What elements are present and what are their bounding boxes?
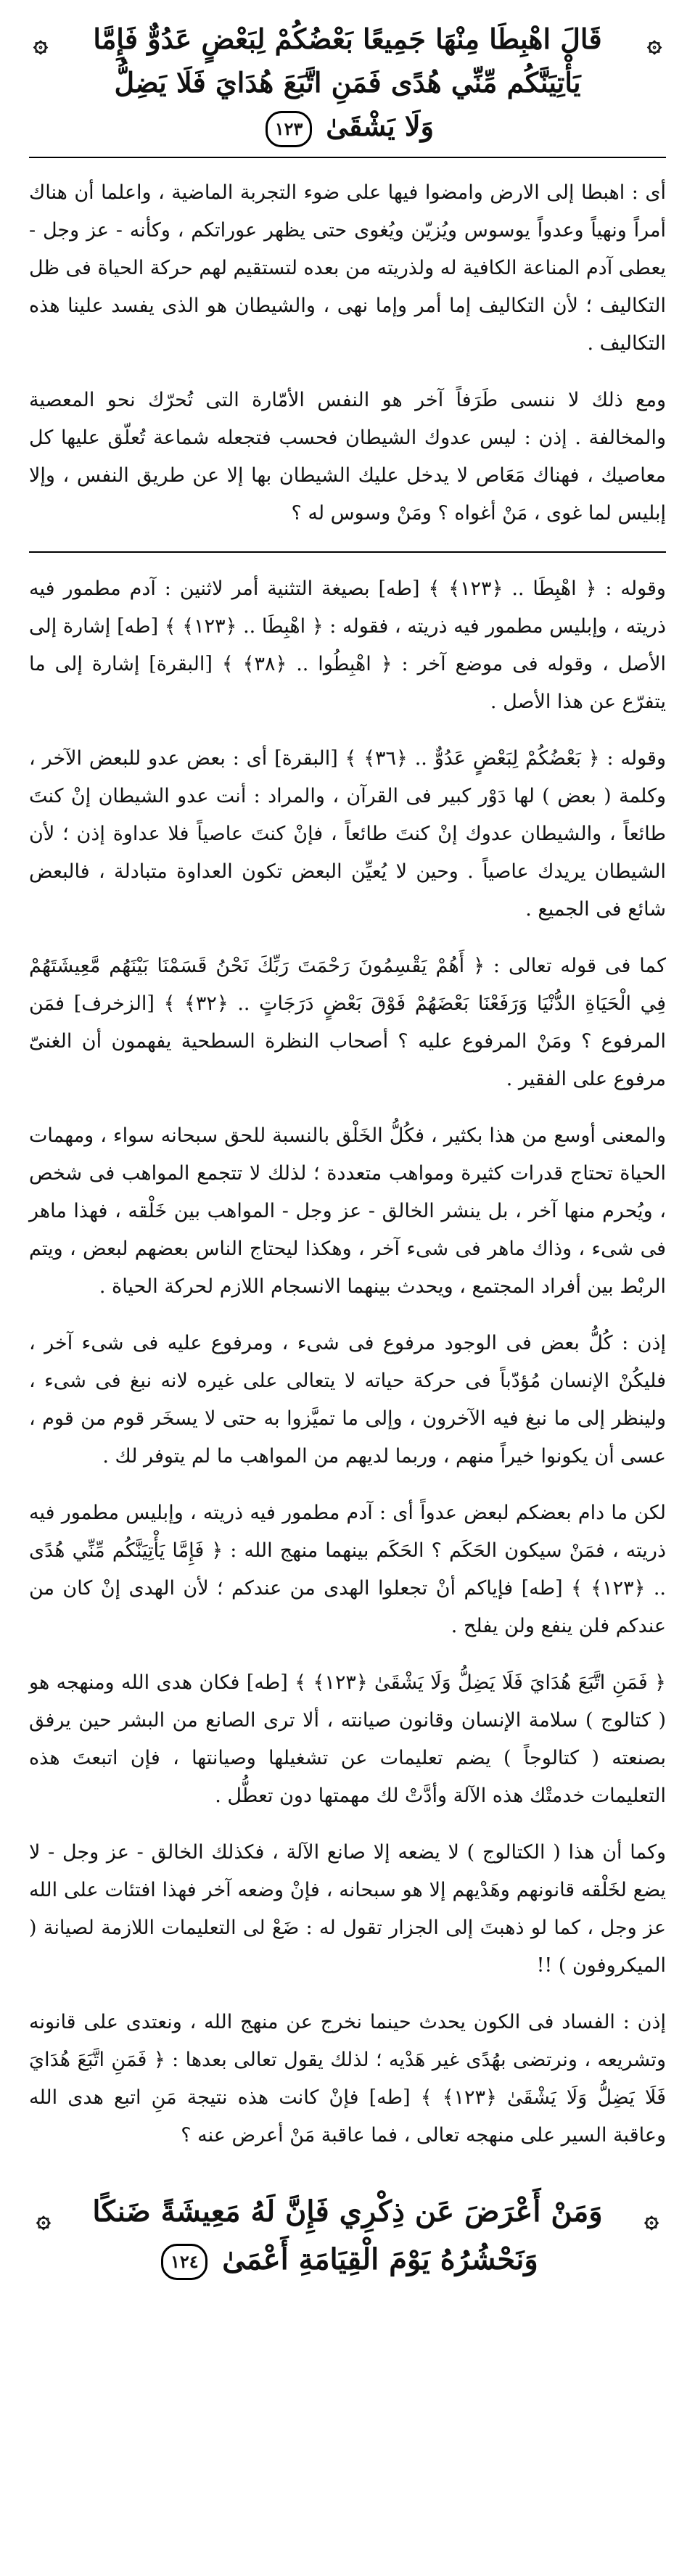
- section-divider: [29, 551, 666, 553]
- paragraph-8: لكن ما دام بعضكم لبعض عدواً أى : آدم مطمور فيه ذريته ، وإبليس مطمور فيه ذريته ، فمَنْ سيكون الحَكَم ؟ الحَكَم بينهما منهج الله : ﴿ فَإِمَّا يَأْتِيَنَّكُم مِّنِّي هُدًى .. ﴿١٢٣﴾ ﴾ [طه] فإياكم أنْ تجعلوا الهدى من عندكم ؛ لأن الهدى إنْ كان من عندكم فلن ينفع ولن يفلح .: [29, 1502, 666, 1637]
- bottom-verse-line-2-text: وَنَحْشُرُهُ يَوْمَ الْقِيَامَةِ أَعْمَىٰ: [222, 2242, 538, 2276]
- paragraph-6: والمعنى أوسع من هذا بكثير ، فكُلُّ الخَلْق بالنسبة للحق سبحانه سواء ، ومهمات الحياة تحتاج قدرات كثيرة ومواهب متعددة ؛ لذلك لا تتجمع المواهب فى شخص ، ويُحرم منها آخر ، بل ينشر الخالق - عز وجل - المواهب بين خَلْقه ، فهذا ماهر فى شىء ، وذاك ماهر فى شىء آخر ، وهكذا ليحتاج الناس بعضهم لبعض ، ويتم الربْط بين أفراد المجتمع ، ويحدث بينهما الانسجام اللازم لحركة الحياة .: [29, 1124, 666, 1298]
- paragraph-9: ﴿ فَمَنِ اتَّبَعَ هُدَايَ فَلَا يَضِلُّ وَلَا يَشْقَىٰ ﴿١٢٣﴾ ﴾ [طه] فكان هدى الله ومنهجه هو ( كتالوج ) سلامة الإنسان وقانون صيانته ، ألا ترى الصانع من البشر حين يرفق بصنعته ( كتالوجاً ) يضم تعليمات عن تشغيلها وصيانتها ، فإن اتبعتَ هذه التعليمات خدمتْك هذه الآلة وأدَّتْ لك مهمتها دون تعطُّل .: [29, 1671, 667, 1807]
- paragraph-10: وكما أن هذا ( الكتالوج ) لا يضعه إلا صانع الآلة ، فكذلك الخالق - عز وجل - لا يضع لخَلْقه قانونهم وهَدْيهم إلا هو سبحانه ، فإنْ وضعه آخر فهذا افتئات على الله عز وجل ، كما لو ذهبتَ إلى الجزار تقول له : ضَعْ لى التعليمات اللازمة لصيانة ( الميكروفون ) !!: [29, 1841, 666, 1977]
- bottom-verse-banner: [29, 2173, 666, 2291]
- paragraph-11: إذن : الفساد فى الكون يحدث حينما نخرج عن منهج الله ، ونعتدى على قانونه وتشريعه ، ونرتضى بهُدًى غير هَدْيه ؛ لذلك يقول تعالى بعدها : ﴿ فَمَنِ اتَّبَعَ هُدَايَ فَلَا يَضِلُّ وَلَا يَشْقَىٰ ﴿١٢٣﴾ ﴾ [طه] فإنْ كانت هذه نتيجة مَنِ اتبع هدى الله وعاقبة السير على منهجه تعالى ، فما عاقبة مَنْ أعرض عنه ؟: [29, 2011, 666, 2147]
- top-verse-ayah-number: ١٢٣: [266, 111, 312, 147]
- top-verse-banner: [29, 10, 666, 158]
- ornament-right-icon: ۞: [644, 2205, 659, 2234]
- bottom-verse-line-1: وَمَنْ أَعْرَضَ عَن ذِكْرِي فَإِنَّ لَهُ مَعِيشَةً ضَنكًا: [92, 2194, 603, 2229]
- bottom-verse-ayah-number: ١٢٤: [161, 2244, 207, 2280]
- ornament-left-icon: ۞: [36, 2205, 51, 2234]
- ornament-left-icon: ۞: [33, 29, 48, 58]
- paragraph-3: وقوله : ﴿ اهْبِطَا .. ﴿١٢٣﴾ ﴾ [طه] بصيغة التثنية أمر لاثنين : آدم مطمور فيه ذريته ، وإبليس مطمور فيه ذريته ، فقوله : ﴿ اهْبِطَا .. ﴿١٢٣﴾ ﴾ [طه] إشارة إلى الأصل ، وقوله فى موضع آخر : ﴿ اهْبِطُوا .. ﴿٣٨﴾ ﴾ [البقرة] إشارة إلى ما يتفرّع عن هذا الأصل .: [29, 577, 666, 713]
- top-verse-line-1: قَالَ اهْبِطَا مِنْهَا جَمِيعًا بَعْضُكُمْ لِبَعْضٍ عَدُوٌّ فَإِمَّا: [93, 22, 602, 55]
- top-verse-line-2: يَأْتِيَنَّكُم مِّنِّي هُدًى فَمَنِ اتَّبَعَ هُدَايَ فَلَا يَضِلُّ: [114, 66, 581, 99]
- bottom-verse-line-2: [73, 2236, 622, 2284]
- paragraph-5: كما فى قوله تعالى : ﴿ أَهُمْ يَقْسِمُونَ رَحْمَتَ رَبِّكَ نَحْنُ قَسَمْنَا بَيْنَهُم مَّعِيشَتَهُمْ فِي الْحَيَاةِ الدُّنْيَا وَرَفَعْنَا بَعْضَهُمْ فَوْقَ بَعْضٍ دَرَجَاتٍ .. ﴿٣٢﴾ ﴾ [الزخرف] فمَن المرفوع ؟ ومَنْ المرفوع عليه ؟ أصحاب النظرة السطحية يفهمون أن الغنىّ مرفوع على الفقير .: [29, 955, 666, 1090]
- paragraph-2: ومع ذلك لا ننسى طَرَفاً آخر هو النفس الأمّارة التى تُحرّك نحو المعصية والمخالفة . إذن : ليس عدوك الشيطان فحسب فتجعله شماعة تُعلّق عليها كل معاصيك ، فهناك مَعَاص لا يدخل عليك الشيطان بها إلا عن طريق النفس ، وإلا إبليس لما غوى ، مَنْ أغواه ؟ ومَنْ وسوس له ؟: [29, 389, 666, 524]
- top-verse-line-3-text: وَلَا يَشْقَىٰ: [326, 110, 434, 142]
- top-verse-line-3: [80, 104, 615, 148]
- ornament-right-icon: ۞: [647, 29, 662, 58]
- paragraph-7: إذن : كُلُّ بعض فى الوجود مرفوع فى شىء ، ومرفوع عليه فى شىء آخر ، فليكُنْ الإنسان مُؤدّباً فى حركة حياته لا يتعالى على غيره لانه نبغ فى شىء ، ولينظر إلى ما نبغ فيه الآخرون ، وإلى ما تميَّزوا به حتى لا يسخَر قوم من قوم ، عسى أن يكونوا خيراً منهم ، وربما لديهم من المواهب ما لم يتوفر لك .: [29, 1332, 666, 1468]
- paragraph-1: أى : اهبطا إلى الارض وامضوا فيها على ضوء التجربة الماضية ، واعلما أن هناك أمراً ونهياً وعدواً يوسوس ويُزيّن ويُغوى حتى يظهر عوراتكم ، وكأنه - عز وجل - يعطى آدم المناعة الكافية له ولذريته من بعده لتستقيم لهم حركة الحياة فى ظل التكاليف ؛ لأن التكاليف إما أمر وإما نهى ، والشيطان هو الذى يفسد علينا هذه التكاليف .: [29, 181, 666, 355]
- paragraph-4: وقوله : ﴿ بَعْضُكُمْ لِبَعْضٍ عَدُوٌّ .. ﴿٣٦﴾ ﴾ [البقرة] أى : بعض عدو للبعض الآخر ، وكلمة ( بعض ) لها دَوْر كبير فى القرآن ، والمراد : أنت عدو الشيطان إنْ كنتَ طائعاً ، والشيطان عدوك إنْ كنتَ طائعاً ، فإنْ كنتَ عاصياً فلا عداوة إذن ؛ لأن الشيطان يريدك عاصياً . وحين لا يُعيِّن البعض تكون العداوة متبادلة ، فالبعض شائع فى الجميع .: [29, 747, 666, 921]
